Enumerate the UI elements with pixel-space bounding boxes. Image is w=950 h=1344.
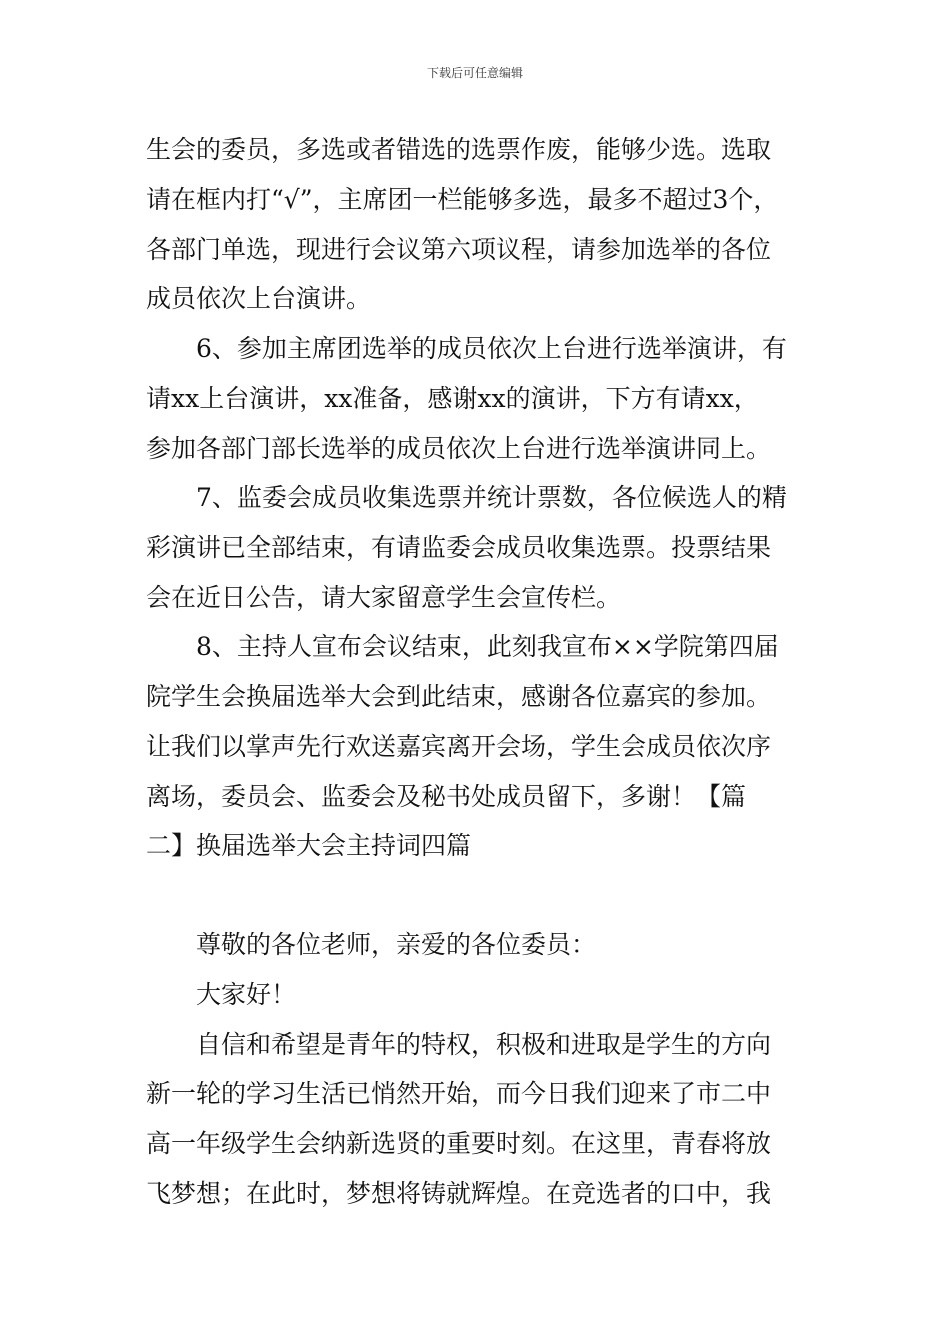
text-line: 请在框内打“√”，主席团一栏能够多选，最多不超过3个，: [146, 185, 779, 214]
text-line: 自信和希望是青年的特权，积极和进取是学生的方向: [196, 1030, 772, 1059]
text-line: 大家好！: [196, 980, 297, 1009]
text-line: 院学生会换届选举大会到此结束，感谢各位嘉宾的参加。: [146, 682, 772, 711]
text-line: 参加各部门部长选举的成员依次上台进行选举演讲同上。: [146, 434, 772, 463]
text-line: 离场，委员会、监委会及秘书处成员留下，多谢！【篇: [146, 782, 747, 811]
text-line: 8、主持人宣布会议结束，此刻我宣布××学院第四届: [196, 632, 779, 661]
text-line: 让我们以掌声先行欢送嘉宾离开会场，学生会成员依次序: [146, 732, 772, 761]
text-line: 生会的委员，多选或者错选的选票作废，能够少选。选取: [146, 135, 772, 164]
text-line: 新一轮的学习生活已悄然开始，而今日我们迎来了市二中: [146, 1079, 772, 1108]
text-line: 请xx上台演讲，xx准备，感谢xx的演讲，下方有请xx，: [146, 384, 759, 413]
text-line: 彩演讲已全部结束，有请监委会成员收集选票。投票结果: [146, 533, 772, 562]
text-line: 成员依次上台演讲。: [146, 284, 372, 313]
text-line: 高一年级学生会纳新选贤的重要时刻。在这里，青春将放: [146, 1129, 772, 1158]
text-line: 会在近日公告，请大家留意学生会宣传栏。: [146, 583, 622, 612]
text-line: 飞梦想；在此时，梦想将铸就辉煌。在竞选者的口中，我: [146, 1179, 772, 1208]
text-line: 尊敬的各位老师，亲爱的各位委员：: [196, 930, 597, 959]
text-line: 各部门单选，现进行会议第六项议程，请参加选举的各位: [146, 235, 772, 264]
text-line: 二】换届选举大会主持词四篇: [146, 831, 472, 860]
text-line: 7、监委会成员收集选票并统计票数，各位候选人的精: [196, 483, 787, 512]
text-line: 6、参加主席团选举的成员依次上台进行选举演讲，有: [196, 334, 787, 363]
page-header: 下载后可任意编辑: [426, 66, 523, 80]
